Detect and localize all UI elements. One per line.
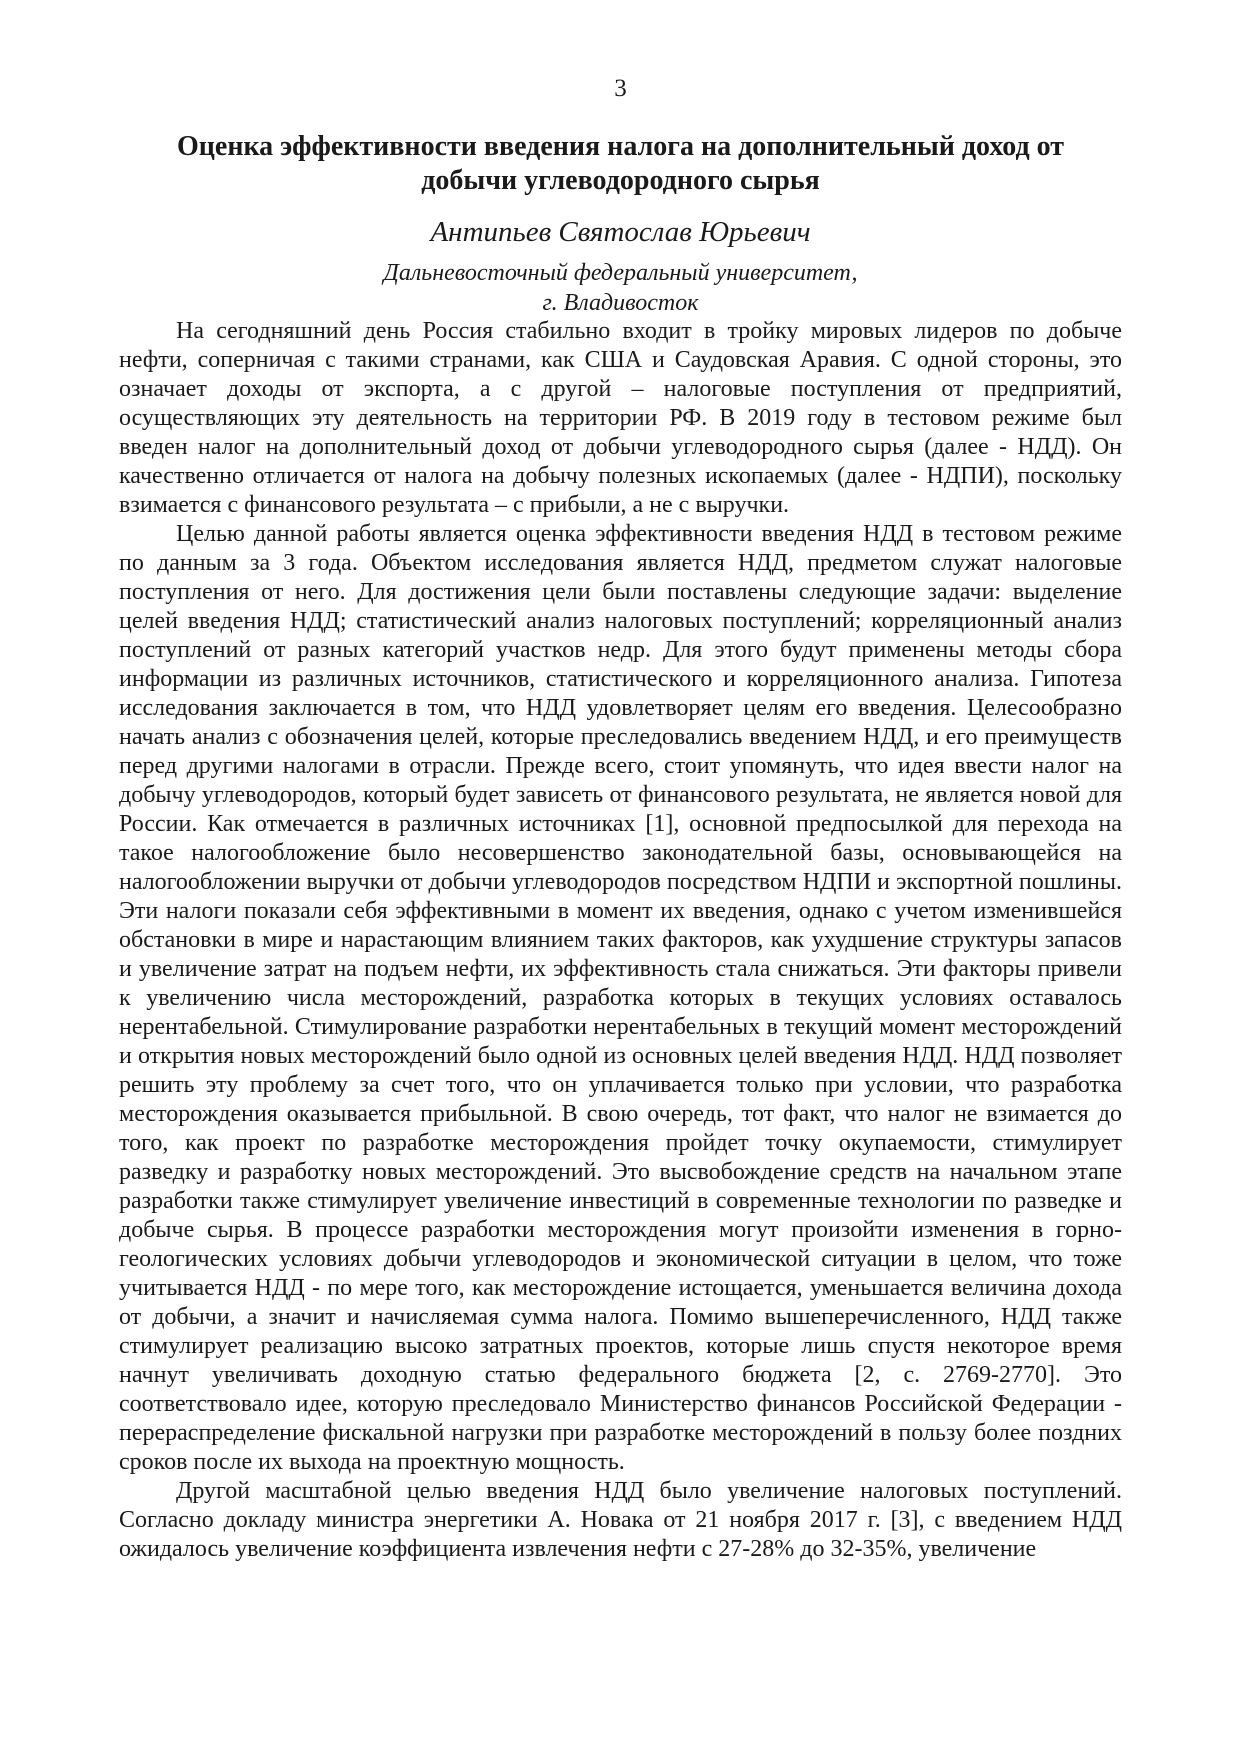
article-title — [120, 130, 1121, 198]
author-affiliation — [120, 258, 1121, 318]
body-paragraph-2: Целью данной работы является оценка эффективности введения НДД в тестовом режиме по данным за 3 года. Объектом исследования является НДД, предметом служат налоговые поступления от него. Для достижения цели были поставлены следующие задачи: выделение целей введения НДД; статистический анализ налоговых поступлений; корреляционный анализ поступлений от разных категорий участков недр. Для этого будут применены методы сбора информации из различных источников, статистического и корреляционного анализа. Гипотеза исследования заключается в том, что НДД удовлетворяет целям его введения. Целесообразно начать анализ с обозначения целей, которые преследовались введением НДД, и его преимуществ перед другими налогами в отрасли. Прежде всего, стоит упомянуть, что идея ввести налог на добычу углеводородов, который будет зависеть от финансового результата, не является новой для России. Как отмечается в различных источниках [1], основной предпосылкой для перехода на такое налогообложение было несовершенство законодательной базы, основывающейся на налогообложении выручки от добычи углеводородов посредством НДПИ и экспортной пошлины. Эти налоги показали себя эффективными в момент их введения, однако с учетом изменившейся обстановки в мире и нарастающим влиянием таких факторов, как ухудшение структуры запасов и увеличение затрат на подъем нефти, их эффективность стала снижаться. Эти факторы привели к увеличению числа месторождений, разработка которых в текущих условиях оставалось нерентабельной. Стимулирование разработки нерентабельных в текущий момент месторождений и открытия новых месторождений было одной из основных целей введения НДД. НДД позволяет решить эту проблему за счет того, что он уплачивается только при условии, что разработка месторождения оказывается прибыльной. В свою очередь, тот факт, что налог не взимается до того, как проект по разработке месторождения пройдет точку окупаемости, стимулирует разведку и разработку новых месторождений. Это высвобождение средств на начальном этапе разработки также стимулирует увеличение инвестиций в современные технологии по разведке и добыче сырья. В процессе разработки месторождения могут произойти изменения в горно-геологических условиях добычи углеводородов и экономической ситуации в целом, что тоже учитывается НДД - по мере того, как месторождение истощается, уменьшается величина дохода от добычи, а значит и начисляемая сумма налога. Помимо вышеперечисленного, НДД также стимулирует реализацию высоко затратных проектов, которые лишь спустя некоторое время начнут увеличивать доходную статью федерального бюджета [2, с. 2769-2770]. Это соответствовало идее, которую преследовало Министерство финансов Российской Федерации - перераспределение фискальной нагрузки при разработке месторождений в пользу более поздних сроков после их выхода на проектную мощность. — [119, 521, 1122, 1475]
body-paragraph-3: Другой масштабной целью введения НДД было увеличение налоговых поступлений. Согласно докладу министра энергетики А. Новака от 21 ноября 2017 г. [3], с введением НДД ожидалось увеличение коэффициента извлечения нефти с 27-28% до 32-35%, увеличение — [119, 1478, 1122, 1562]
page-number: 3 — [614, 75, 627, 102]
title-line-2: добычи углеводородного сырья — [421, 165, 820, 196]
title-line-1: Оценка эффективности введения налога на дополнительный доход от — [177, 131, 1064, 162]
affiliation-line-2: г. Владивосток — [542, 290, 699, 316]
article-body — [119, 317, 1122, 1564]
body-paragraph-1: На сегодняшний день Россия стабильно входит в тройку мировых лидеров по добыче нефти, соперничая с такими странами, как США и Саудовская Аравия. С одной стороны, это означает доходы от экспорта, а с другой – налоговые поступления от предприятий, осуществляющих эту деятельность на территории РФ. В 2019 году в тестовом режиме был введен налог на дополнительный доход от добычи углеводородного сырья (далее - НДД). Он качественно отличается от налога на добычу полезных ископаемых (далее - НДПИ), поскольку взимается с финансового результата – с прибыли, а не с выручки. — [119, 318, 1122, 518]
affiliation-line-1: Дальневосточный федеральный университет, — [383, 260, 858, 286]
author-name: Антипьев Святослав Юрьевич — [430, 216, 811, 248]
